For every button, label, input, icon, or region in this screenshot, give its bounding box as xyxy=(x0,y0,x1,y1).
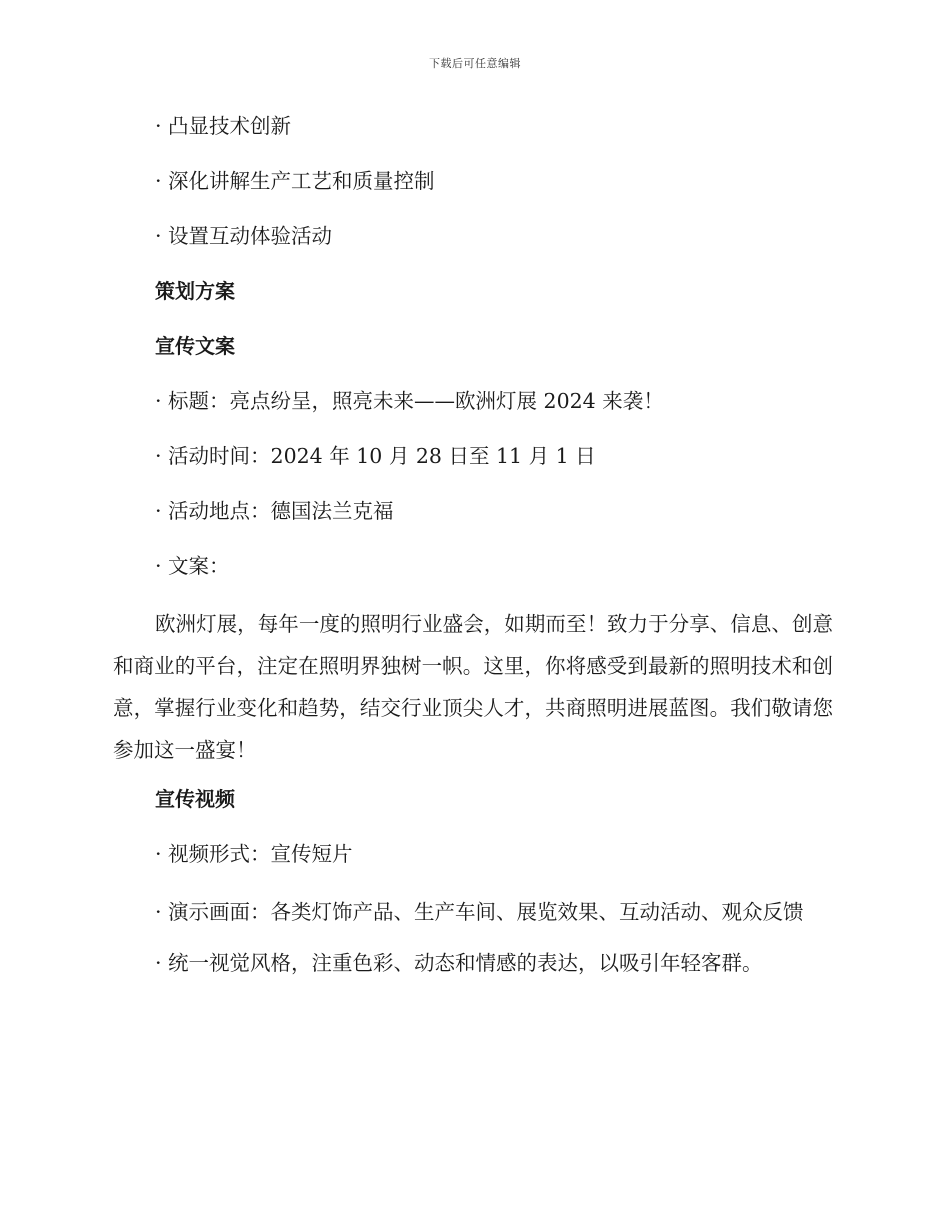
copy-item-location: · 活动地点：德国法兰克福 xyxy=(155,499,394,523)
video-item-style: · 统一视觉风格，注重色彩、动态和情感的表达，以吸引年轻客群。 xyxy=(155,951,763,975)
bullet-item: · 设置互动体验活动 xyxy=(155,224,333,248)
document-body xyxy=(113,108,833,1000)
page-header-note: 下载后可任意编辑 xyxy=(429,57,521,70)
section-title-plan: 策划方案 xyxy=(155,279,235,303)
copy-paragraph: 欧洲灯展，每年一度的照明行业盛会，如期而至！致力于分享、信息、创意和商业的平台，注定在照明界独树一帜。这里，你将感受到最新的照明技术和创意，掌握行业变化和趋势，结交行业顶尖人才，共商照明进展蓝图。我们敬请您参加这一盛宴！ xyxy=(113,612,833,762)
bullet-item: · 凸显技术创新 xyxy=(155,114,292,138)
bullet-item: · 深化讲解生产工艺和质量控制 xyxy=(155,169,435,193)
subsection-title-copy: 宣传文案 xyxy=(155,334,235,358)
video-item-format: · 视频形式：宣传短片 xyxy=(155,842,353,866)
video-item-scenes: · 演示画面：各类灯饰产品、生产车间、展览效果、互动活动、观众反馈 xyxy=(155,900,804,924)
copy-item-time: · 活动时间：2024 年 10 月 28 日至 11 月 1 日 xyxy=(155,444,596,468)
copy-item-title: · 标题：亮点纷呈，照亮未来——欧洲灯展 2024 来袭！ xyxy=(155,389,664,413)
copy-item-text-label: · 文案： xyxy=(155,554,230,578)
subsection-title-video: 宣传视频 xyxy=(155,787,235,811)
